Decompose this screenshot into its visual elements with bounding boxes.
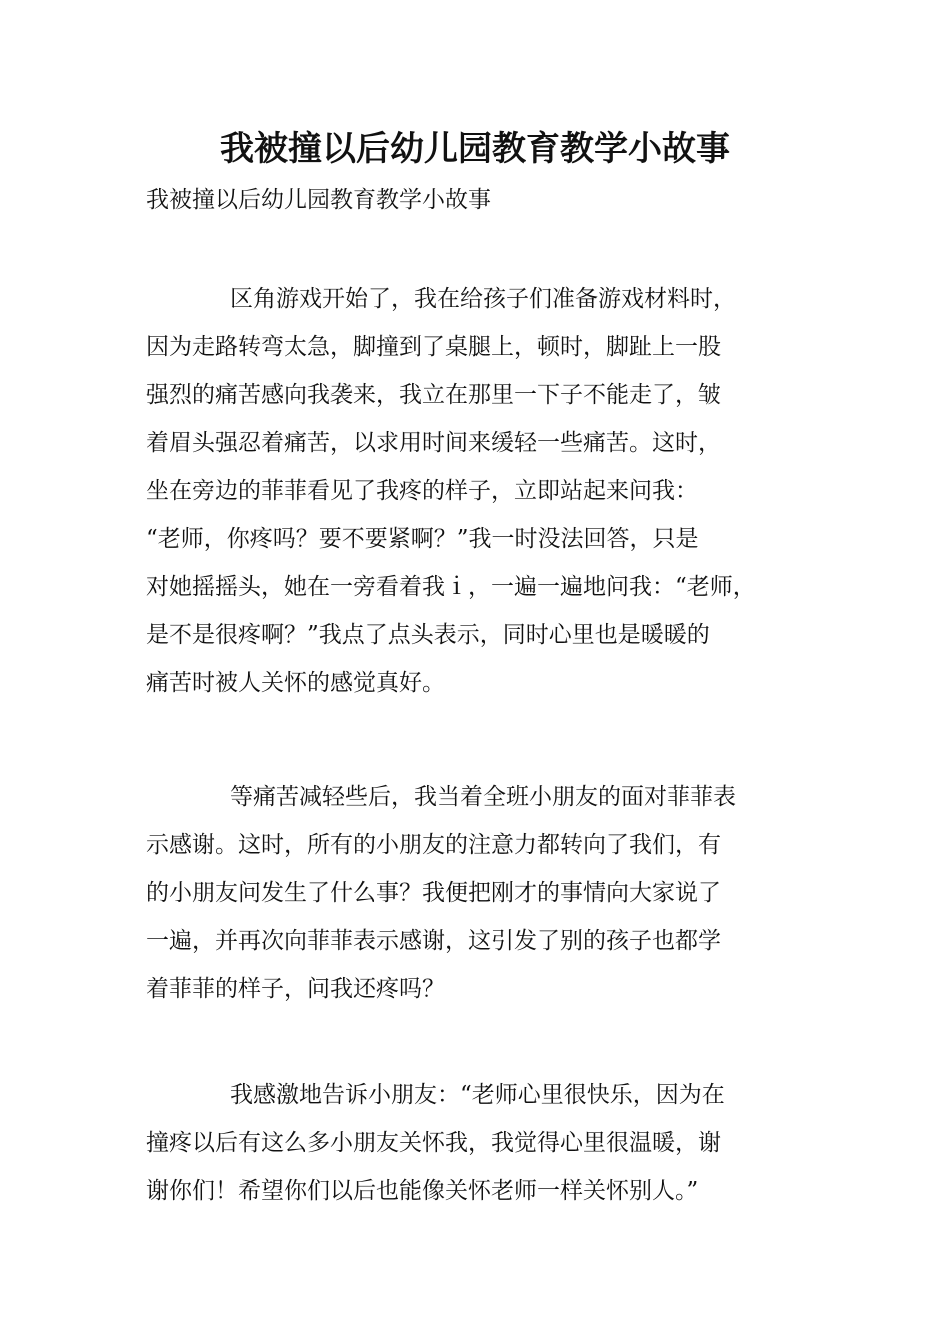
paragraph-2	[146, 773, 826, 1013]
paragraph-1	[146, 275, 826, 707]
paragraph-line: 的小朋友问发生了什么事？我便把刚才的事情向大家说了	[146, 880, 721, 906]
document-subtitle: 我被撞以后幼儿园教育教学小故事	[146, 187, 491, 213]
paragraph-line: 坐在旁边的菲菲看见了我疼的样子，立即站起来问我：	[146, 478, 698, 504]
paragraph-line: 着眉头强忍着痛苦，以求用时间来缓轻一些痛苦。这时，	[146, 430, 721, 456]
paragraph-line: 是不是很疼啊？”我点了点头表示，同时心里也是暖暖的	[146, 622, 710, 648]
paragraph-line: 因为走路转弯太急，脚撞到了桌腿上，顿时，脚趾上一股	[146, 334, 721, 360]
paragraph-line: 示感谢。这时，所有的小朋友的注意力都转向了我们，有	[146, 832, 721, 858]
paragraph-line: 撞疼以后有这么多小朋友关怀我，我觉得心里很温暖，谢	[146, 1130, 721, 1156]
paragraph-line: 一遍，并再次向菲菲表示感谢，这引发了别的孩子也都学	[146, 928, 721, 954]
paragraph-line: 强烈的痛苦感向我袭来，我立在那里一下子不能走了，皱	[146, 382, 721, 408]
paragraph-line: 谢你们！希望你们以后也能像关怀老师一样关怀别人。”	[146, 1178, 699, 1204]
paragraph-line: 我感激地告诉小朋友：“老师心里很快乐，因为在	[230, 1082, 725, 1108]
paragraph-line: 痛苦时被人关怀的感觉真好。	[146, 670, 445, 696]
paragraph-line: 等痛苦减轻些后，我当着全班小朋友的面对菲菲表	[230, 784, 736, 810]
paragraph-line: 着菲菲的样子，问我还疼吗？	[146, 976, 445, 1002]
document-title: 我被撞以后幼儿园教育教学小故事	[220, 129, 730, 169]
paragraph-line: “老师，你疼吗？要不要紧啊？”我一时没法回答，只是	[146, 526, 699, 552]
paragraph-line: 区角游戏开始了，我在给孩子们准备游戏材料时，	[230, 286, 736, 312]
paragraph-3	[146, 1071, 826, 1215]
paragraph-line: 对她摇摇头，她在一旁看着我ｉ，一遍一遍地问我：“老师，	[146, 574, 756, 600]
